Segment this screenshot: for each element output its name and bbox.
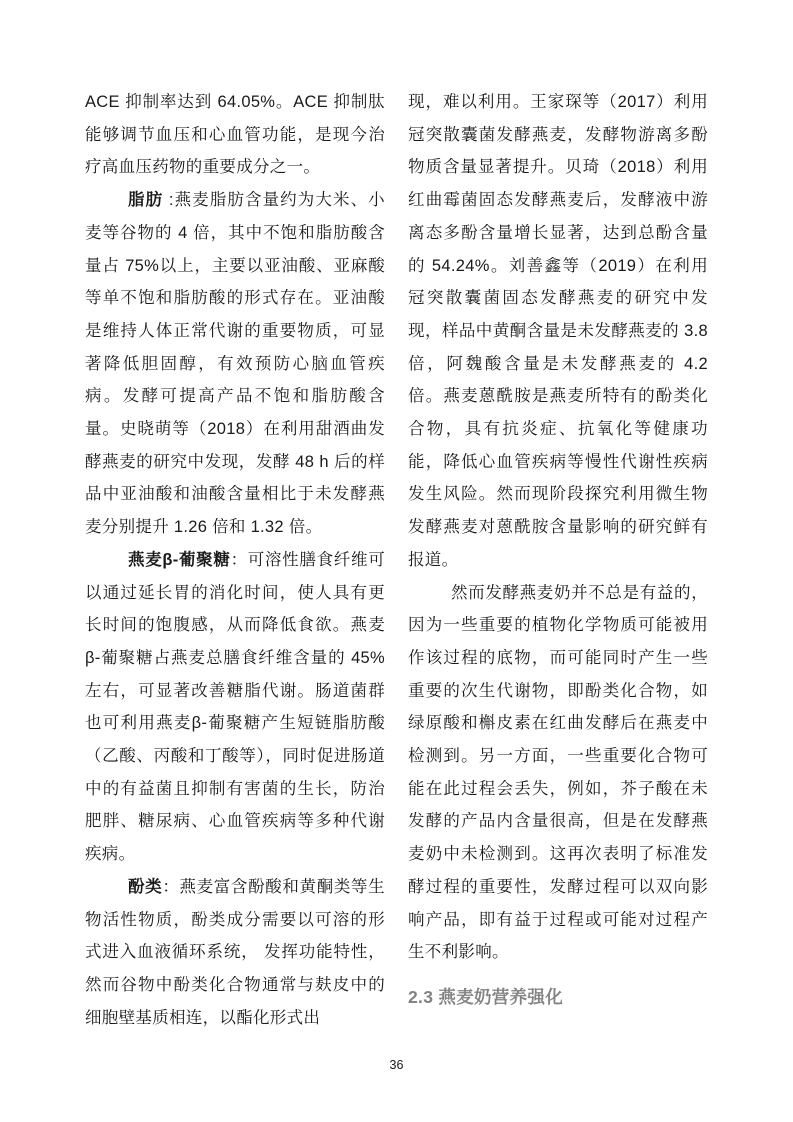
text-run: ：燕麦富含酚酸和黄酮类等生物活性物质，酚类成分需要以可溶的形式进入血液循环系统， 发挥功能特性，然而谷物中酚类化合物通常与麸皮中的细胞壁基质相连，以酯化形式出 [85, 877, 385, 1027]
section-heading: 2.3 燕麦奶营养强化 [408, 986, 563, 1007]
term-lead: 脂肪 [128, 191, 164, 210]
paragraph [85, 86, 385, 184]
text-run: :燕麦脂肪含量约为大米、小麦等谷物的 4 倍，其中不饱和脂肪酸含量占 75%以上，主要以亚油酸、亚麻酸等单不饱和脂肪酸的形式存在。亚油酸是维持人体正常代谢的重要物质，可显著降低胆固醇，有效预防心脑血管疾病。发酵可提高产品不饱和脂肪酸含量。史晓萌等（2018）在利用甜酒曲发酵燕麦的研究中发现，发酵 48 h 后的样品中亚油酸和油酸含量相比于未发酵燕麦分别提升 1.26 倍和 1.32 倍。 [85, 191, 385, 537]
paragraph [85, 184, 385, 544]
text-run: ：可溶性膳食纤维可以通过延长胃的消化时间，使人具有更长时间的饱腹感，从而降低食欲。燕麦β-葡聚糖占燕麦总膳食纤维含量的 45%左右，可显著改善糖脂代谢。肠道菌群也可利用燕麦β-葡聚糖产生短链脂肪酸（乙酸、丙酸和丁酸等），同时促进肠道中的有益菌且抑制有害菌的生长，防治肥胖、糖尿病、心血管疾病等多种代谢疾病。 [85, 550, 385, 864]
text-column-right [408, 86, 708, 1034]
term-lead: 燕麦β-葡聚糖 [128, 550, 231, 569]
paragraph [408, 577, 708, 969]
left-column-paragraphs [85, 86, 385, 1034]
term-lead: 酚类 [128, 877, 163, 896]
page-number: 36 [389, 1058, 404, 1072]
text-run: 然而发酵燕麦奶并不总是有益的，因为一些重要的植物化学物质可能被用作该过程的底物，而可能同时产生一些重要的次生代谢物，即酚类化合物，如绿原酸和槲皮素在红曲发酵后在燕麦中检测到。另一方面，一些重要化合物可能在此过程会丢失，例如，芥子酸在未发酵的产品内含量很高，但是在发酵燕麦奶中未检测到。这再次表明了标准发酵过程的重要性，发酵过程可以双向影响产品，即有益于过程或可能对过程产生不利影响。 [408, 583, 708, 962]
paragraph [85, 871, 385, 1035]
text-run: 现，难以利用。王家琛等（2017）利用冠突散囊菌发酵燕麦，发酵物游离多酚物质含量显著提升。贝琦（2018）利用红曲霉菌固态发酵燕麦后，发酵液中游离态多酚含量增长显著，达到总酚含量的 54.24%。刘善鑫等（2019）在利用冠突散囊菌固态发酵燕麦的研究中发现，样品中黄酮含量是未发酵燕麦的 3.8 倍，阿魏酸含量是未发酵燕麦的 4.2 倍。燕麦蒽酰胺是燕麦所特有的酚类化合物，具有抗炎症、抗氧化等健康功能，降低心血管疾病等慢性代谢性疾病发生风险。然而现阶段探究利用微生物发酵燕麦对蒽酰胺含量影响的研究鲜有报道。 [408, 93, 708, 569]
right-column-paragraphs [408, 86, 708, 969]
page-footer [0, 1056, 793, 1074]
paragraph [408, 86, 708, 577]
paragraph [85, 544, 385, 871]
text-run: ACE 抑制率达到 64.05%。ACE 抑制肽能够调节血压和心血管功能，是现今治疗高血压药物的重要成分之一。 [85, 93, 385, 177]
text-column-left [85, 86, 385, 1034]
two-column-layout [85, 86, 708, 1034]
